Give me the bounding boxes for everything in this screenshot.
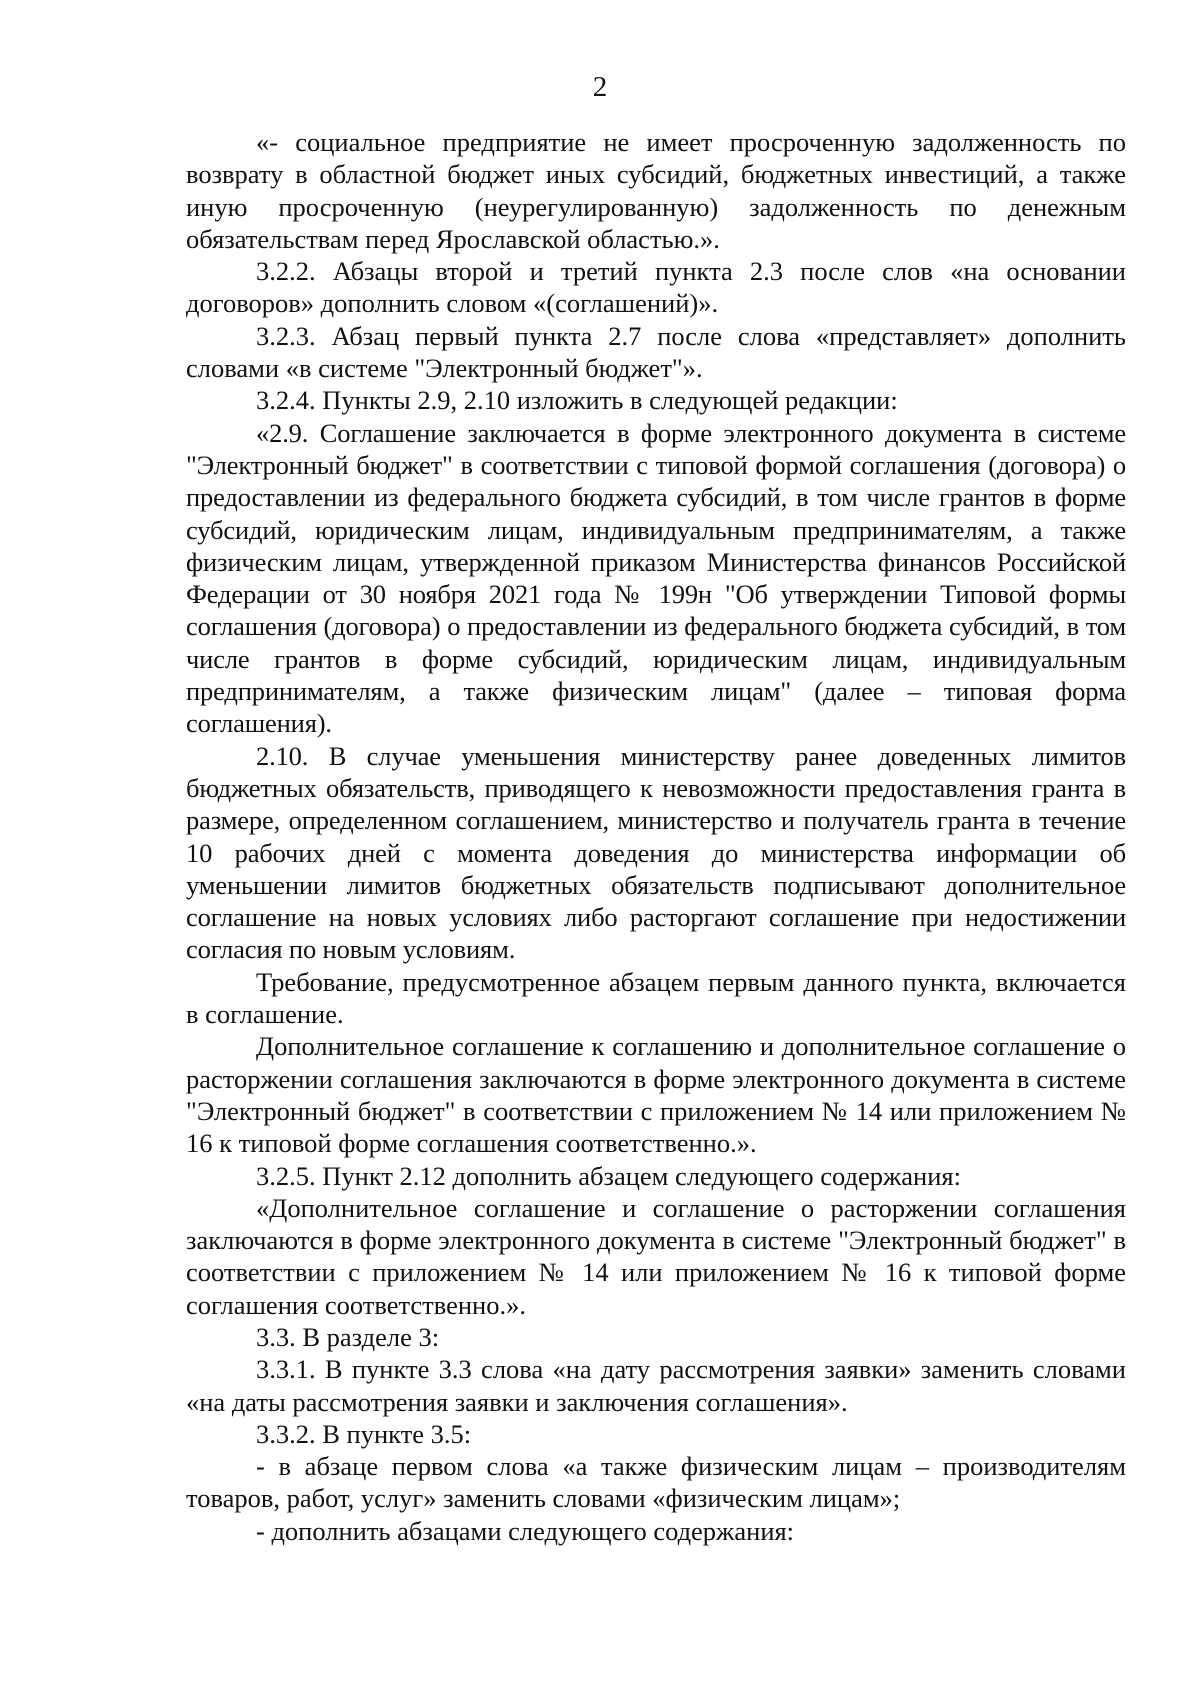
- paragraph: «Дополнительное соглашение и соглашение о расторжении соглашения заключаются в форме электронного документа в системе "Электронный бюджет" в соответствии с приложением № 14 или приложением № 16 к типовой форме соглашения соответственно.».: [186, 1192, 1126, 1320]
- document-body: [186, 126, 1126, 1547]
- paragraph: 2.10. В случае уменьшения министерству ранее доведенных лимитов бюджетных обязательств, приводящего к невозможности предоставления гранта в размере, определенном соглашением, министерство и получатель гранта в течение 10 рабочих дней с момента доведения до министерства информации об уменьшении лимитов бюджетных обязательств подписывают дополнительное соглашение на новых условиях либо расторгают соглашение при недостижении согласия по новым условиям.: [186, 740, 1126, 965]
- paragraph: 3.2.3. Абзац первый пункта 2.7 после слова «представляет» дополнить словами «в системе "Электронный бюджет"».: [186, 320, 1126, 384]
- paragraph: 3.2.4. Пункты 2.9, 2.10 изложить в следующей редакции:: [256, 385, 898, 416]
- paragraph: 3.3. В разделе 3:: [256, 1321, 440, 1352]
- paragraph: Требование, предусмотренное абзацем первым данного пункта, включается в соглашение.: [186, 966, 1126, 1030]
- paragraph: 3.3.1. В пункте 3.3 слова «на дату рассмотрения заявки» заменить словами «на даты рассмотрения заявки и заключения соглашения».: [186, 1354, 1126, 1417]
- paragraph: - дополнить абзацами следующего содержания:: [256, 1515, 795, 1546]
- paragraph: 3.2.2. Абзацы второй и третий пункта 2.3 после слов «на основании договоров» дополнить словом «(соглашений)».: [186, 256, 1126, 319]
- paragraph: - в абзаце первом слова «а также физическим лицам – производителям товаров, работ, услуг» заменить словами «физическим лицам»;: [186, 1451, 1126, 1514]
- page-number: 2: [592, 71, 608, 103]
- paragraph: 3.3.2. В пункте 3.5:: [256, 1418, 472, 1449]
- paragraph: 3.2.5. Пункт 2.12 дополнить абзацем следующего содержания:: [256, 1160, 961, 1191]
- paragraph: «- социальное предприятие не имеет просроченную задолженность по возврату в областной бюджет иных субсидий, бюджетных инвестиций, а также иную просроченную (неурегулированную) задолженность по денежным обязательствам перед Ярославской областью.».: [186, 127, 1126, 254]
- paragraph: «2.9. Соглашение заключается в форме электронного документа в системе "Электронный бюджет" в соответствии с типовой формой соглашения (договора) о предоставлении из федерального бюджета субсидий, в том числе грантов в форме субсидий, юридическим лицам, индивидуальным предпринимателям, а также физическим лицам, утвержденной приказом Министерства финансов Российской Федерации от 30 ноября 2021 года № 199н "Об утверждении Типовой формы соглашения (договора) о предоставлении из федерального бюджета субсидий, в том числе грантов в форме субсидий, юридическим лицам, индивидуальным предпринимателям, а также физическим лицам" (далее – типовая форма соглашения).: [186, 417, 1126, 739]
- paragraph: Дополнительное соглашение к соглашению и дополнительное соглашение о расторжении соглашения заключаются в форме электронного документа в системе "Электронный бюджет" в соответствии с приложением № 14 или приложением № 16 к типовой форме соглашения соответственно.».: [186, 1031, 1126, 1159]
